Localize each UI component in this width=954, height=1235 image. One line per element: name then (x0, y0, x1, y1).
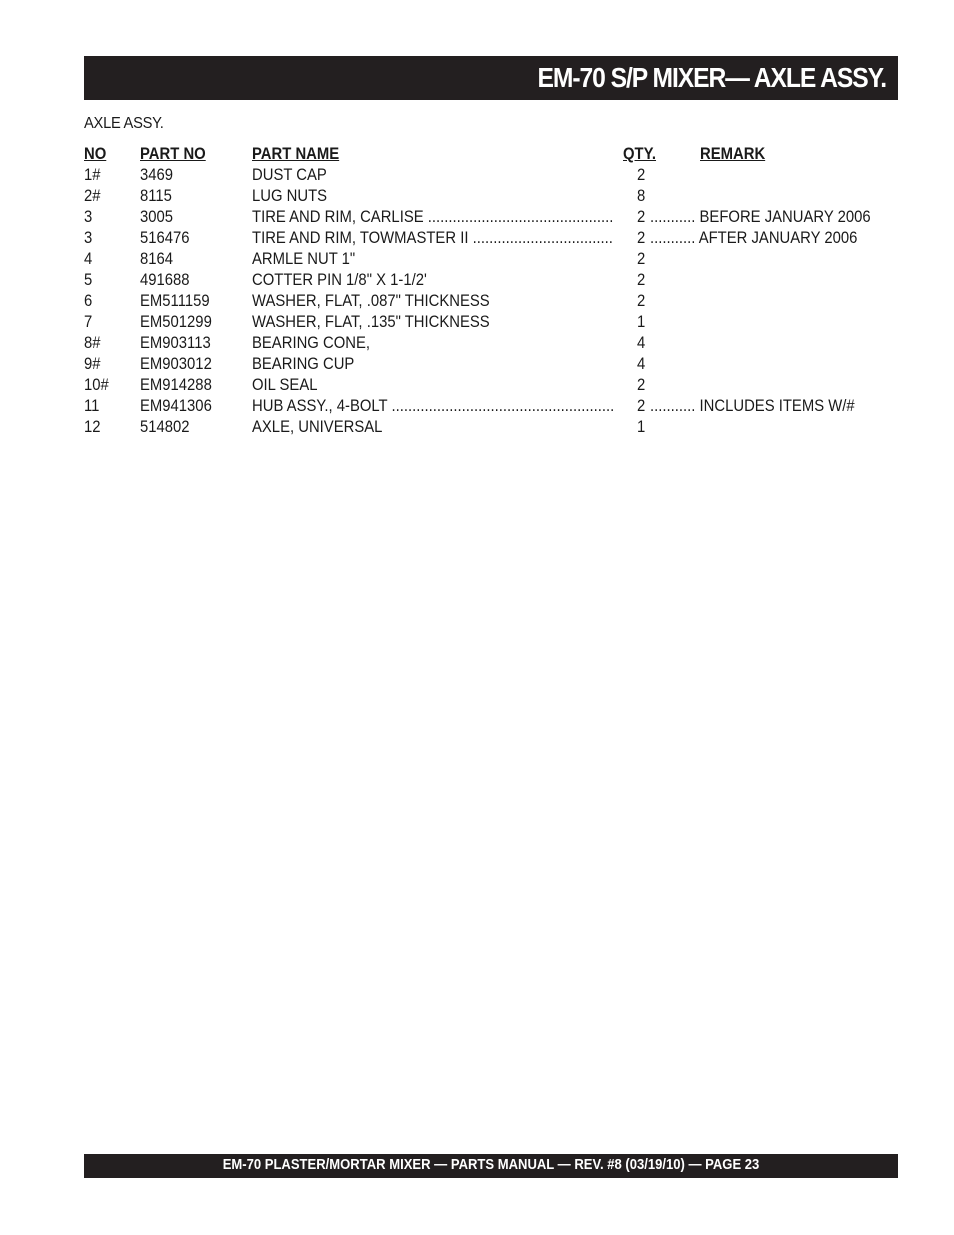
cell-part-no: EM914288 (140, 376, 212, 394)
table-header-row (84, 144, 898, 165)
table-row (84, 291, 898, 312)
cell-qty: 1 (637, 418, 646, 436)
footer-bar (84, 1154, 898, 1178)
cell-part-name: TIRE AND RIM, CARLISE ............................................. (252, 208, 614, 226)
cell-part-name: WASHER, FLAT, .135" THICKNESS (252, 313, 490, 331)
cell-no: 6 (84, 292, 93, 310)
cell-part-no: 3469 (140, 166, 174, 184)
cell-part-name: COTTER PIN 1/8" X 1-1/2' (252, 271, 427, 289)
cell-qty: 2 (637, 166, 646, 184)
parts-table (84, 144, 898, 438)
cell-part-name: OIL SEAL (252, 376, 318, 394)
cell-no: 8# (84, 334, 101, 352)
header-no: NO (84, 145, 107, 163)
table-body (84, 165, 898, 438)
cell-part-no: 8115 (140, 187, 172, 205)
table-row (84, 270, 898, 291)
cell-remark: ........... INCLUDES ITEMS W/# (650, 397, 855, 415)
cell-part-no: EM903012 (140, 355, 212, 373)
cell-qty: 4 (637, 334, 646, 352)
cell-remark: ........... AFTER JANUARY 2006 (650, 229, 858, 247)
table-row (84, 249, 898, 270)
cell-part-name: DUST CAP (252, 166, 327, 184)
cell-remark: ........... BEFORE JANUARY 2006 (650, 208, 871, 226)
cell-no: 12 (84, 418, 101, 436)
cell-part-no: 8164 (140, 250, 174, 268)
cell-qty: 2 (637, 397, 646, 415)
cell-part-name: BEARING CUP (252, 355, 355, 373)
cell-part-no: 3005 (140, 208, 174, 226)
cell-part-no: 516476 (140, 229, 190, 247)
cell-part-name: LUG NUTS (252, 187, 328, 205)
cell-qty: 8 (637, 187, 646, 205)
cell-part-name: BEARING CONE, (252, 334, 370, 352)
cell-no: 4 (84, 250, 93, 268)
table-row (84, 165, 898, 186)
cell-no: 3 (84, 229, 93, 247)
cell-part-no: EM511159 (140, 292, 210, 310)
cell-qty: 4 (637, 355, 646, 373)
cell-qty: 2 (637, 376, 646, 394)
table-row (84, 312, 898, 333)
cell-part-no: EM903113 (140, 334, 211, 352)
cell-part-name: TIRE AND RIM, TOWMASTER II .................................. (252, 229, 613, 247)
cell-part-no: EM941306 (140, 397, 212, 415)
cell-part-no: 514802 (140, 418, 190, 436)
cell-qty: 2 (637, 292, 646, 310)
cell-no: 11 (84, 397, 100, 415)
cell-part-no: EM501299 (140, 313, 212, 331)
table-row (84, 228, 898, 249)
cell-no: 1# (84, 166, 101, 184)
cell-part-name: HUB ASSY., 4-BOLT ...................................................... (252, 397, 615, 415)
table-row (84, 333, 898, 354)
cell-part-no: 491688 (140, 271, 190, 289)
table-row (84, 396, 898, 417)
cell-qty: 2 (637, 271, 646, 289)
cell-qty: 2 (637, 229, 646, 247)
header-part-no: PART NO (140, 145, 206, 163)
section-label: AXLE ASSY. (84, 115, 164, 132)
footer-text: EM-70 PLASTER/MORTAR MIXER — PARTS MANUAL — REV. #8 (03/19/10) — PAGE 23 (222, 1157, 760, 1173)
page-title: EM-70 S/P MIXER— AXLE ASSY. (537, 62, 886, 93)
table-row (84, 186, 898, 207)
cell-no: 3 (84, 208, 93, 226)
cell-part-name: ARMLE NUT 1" (252, 250, 356, 268)
cell-no: 9# (84, 355, 101, 373)
cell-part-name: WASHER, FLAT, .087" THICKNESS (252, 292, 490, 310)
cell-no: 10# (84, 376, 109, 394)
table-row (84, 207, 898, 228)
cell-qty: 2 (637, 208, 646, 226)
cell-qty: 1 (637, 313, 646, 331)
cell-no: 2# (84, 187, 101, 205)
header-qty: QTY. (623, 145, 657, 163)
page-title-bar (84, 56, 898, 100)
table-row (84, 417, 898, 438)
cell-no: 7 (84, 313, 93, 331)
table-row (84, 375, 898, 396)
header-part-name: PART NAME (252, 145, 340, 163)
cell-qty: 2 (637, 250, 646, 268)
cell-part-name: AXLE, UNIVERSAL (252, 418, 383, 436)
header-remark: REMARK (700, 145, 766, 163)
cell-no: 5 (84, 271, 93, 289)
table-row (84, 354, 898, 375)
